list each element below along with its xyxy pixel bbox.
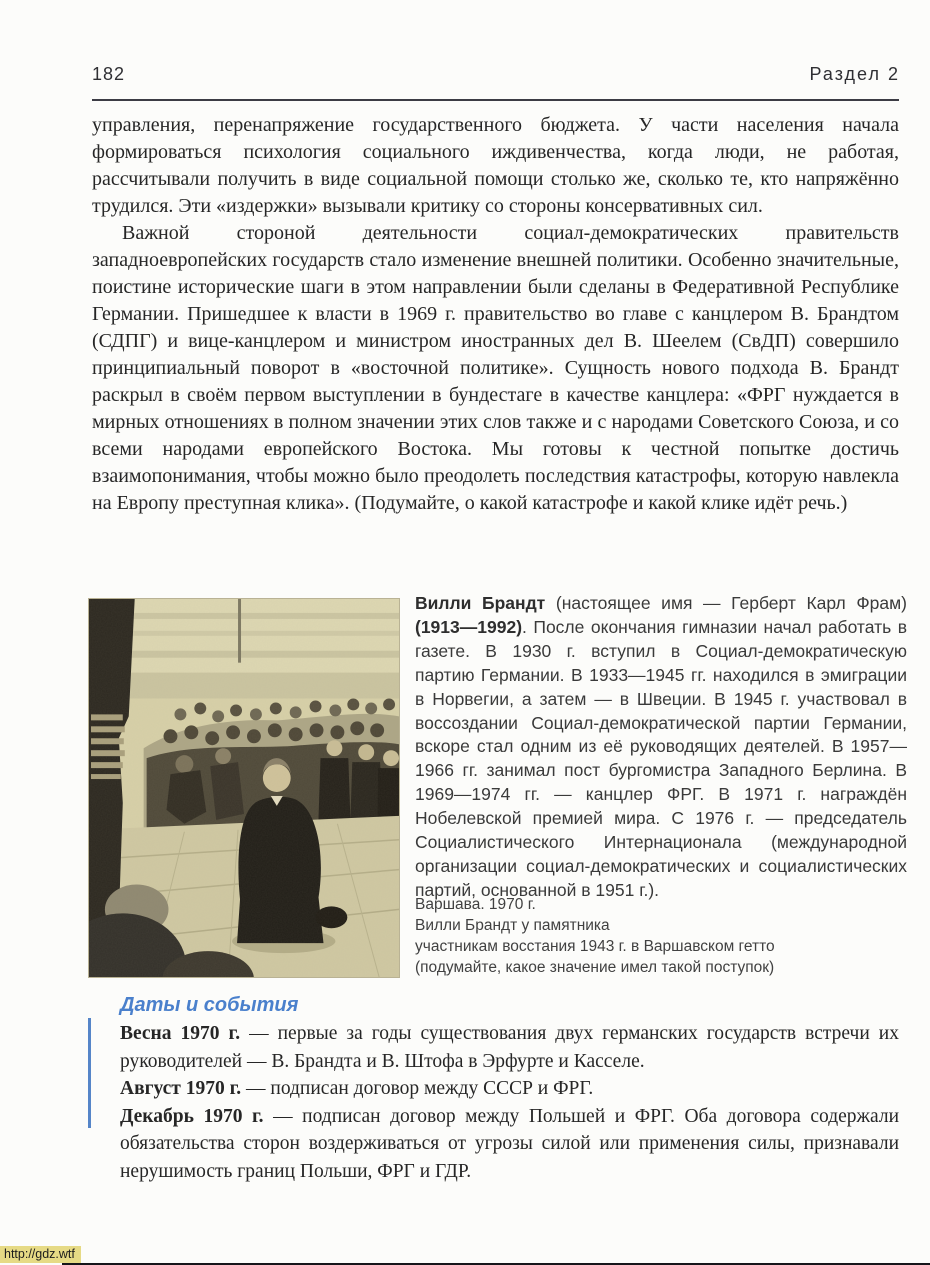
date-text: — подписан договор между СССР и ФРГ. xyxy=(241,1078,594,1099)
paragraph: управления, перенапряжение государственного бюджета. У части населения начала формироваться психология социального иждивенчества, когда люди, не работая, рассчитывали получить в виде социальной помощи столько же, сколько те, кто напряжённо трудился. Эти «издержки» вызывали критику со стороны консервативных сил. xyxy=(92,114,899,217)
bio-name: Вилли Брандт xyxy=(415,593,546,613)
dates-heading: Даты и события xyxy=(120,994,299,1016)
date-lead: Август 1970 г. xyxy=(120,1078,242,1099)
date-lead: Декабрь 1970 г. xyxy=(120,1105,264,1127)
bio-text xyxy=(415,592,907,903)
page-number: 182 xyxy=(92,64,126,84)
caption-line: участникам восстания 1943 г. в Варшавском гетто xyxy=(415,938,775,955)
date-entry xyxy=(120,1103,899,1186)
date-entry xyxy=(120,1075,899,1103)
caption-line: Варшава. 1970 г. xyxy=(415,896,536,913)
bio-years: (1913—1992) xyxy=(415,616,523,637)
dates-accent-bar xyxy=(88,1018,91,1128)
date-entry xyxy=(120,1020,899,1075)
date-text: — первые за годы существования двух германских государств встречи их руководителей — В. Брандта и В. Штофа в Эрфурте и Касселе. xyxy=(120,1023,899,1072)
date-text: — подписан договор между Польшей и ФРГ. Оба договора содержали обязательства сторон воздерживаться от угрозы силой или применения силы, признавали нерушимость границ Польши, ФРГ и ГДР. xyxy=(120,1105,899,1182)
date-lead: Весна 1970 г. xyxy=(120,1023,241,1044)
bio-text-part: (настоящее имя — Герберт Карл Фрам) xyxy=(545,593,907,613)
photo-willy-brandt-kneeling xyxy=(88,598,400,978)
paragraph: Важной стороной деятельности социал-демократических правительств западноевропейских государств стало изменение внешней политики. Особенно значительные, поистине исторические шаги в этом направлении были сделаны в Федеративной Республике Германии. Пришедшее к власти в 1969 г. правительство во главе с канцлером В. Брандтом (СДПГ) и вице-канцлером и министром иностранных дел В. Шеелем (СвДП) совершило принципиальный поворот в «восточной политике». Сущность нового подхода В. Брандт раскрыл в своём первом выступлении в бундестаге в качестве канцлера: «ФРГ нуждается в мирных отношениях в полном значении этих слов также и с народами Советского Союза, и со всеми народами европейского Востока. Мы готовы к честной попытке достичь взаимопонимания, чтобы можно было преодолеть последствия катастрофы, которую навлекла на Европу преступная клика». (Подумайте, о какой катастрофе и какой клике идёт речь.) xyxy=(92,222,899,514)
photo-caption xyxy=(415,894,907,978)
main-text xyxy=(92,112,899,517)
header-rule xyxy=(92,99,899,101)
caption-line: Вилли Брандт у памятника xyxy=(415,917,610,934)
caption-line: (подумайте, какое значение имел такой поступок) xyxy=(415,959,775,976)
dates-list xyxy=(120,1020,899,1185)
watermark-link: http://gdz.wtf xyxy=(0,1246,81,1263)
bio-text-part: . После окончания гимназии начал работать в газете. В 1930 г. вступил в Социал-демократическую партию Германии. В 1933—1945 гг. находился в эмиграции в Норвегии, а затем — в Швеции. В 1945 г. участвовал в воссоздании Социал-демократической партии Германии, вскоре стал одним из её руководящих деятелей. В 1957—1966 гг. занимал пост бургомистра Западного Берлина. В 1969—1974 гг. — канцлер ФРГ. В 1971 г. награждён Нобелевской премией мира. С 1976 г. — председатель Социалистического Интернационала (международной организации социал-демократических и социалистических партий, основанной в 1951 г.). xyxy=(415,616,907,900)
section-label: Раздел 2 xyxy=(809,64,900,84)
